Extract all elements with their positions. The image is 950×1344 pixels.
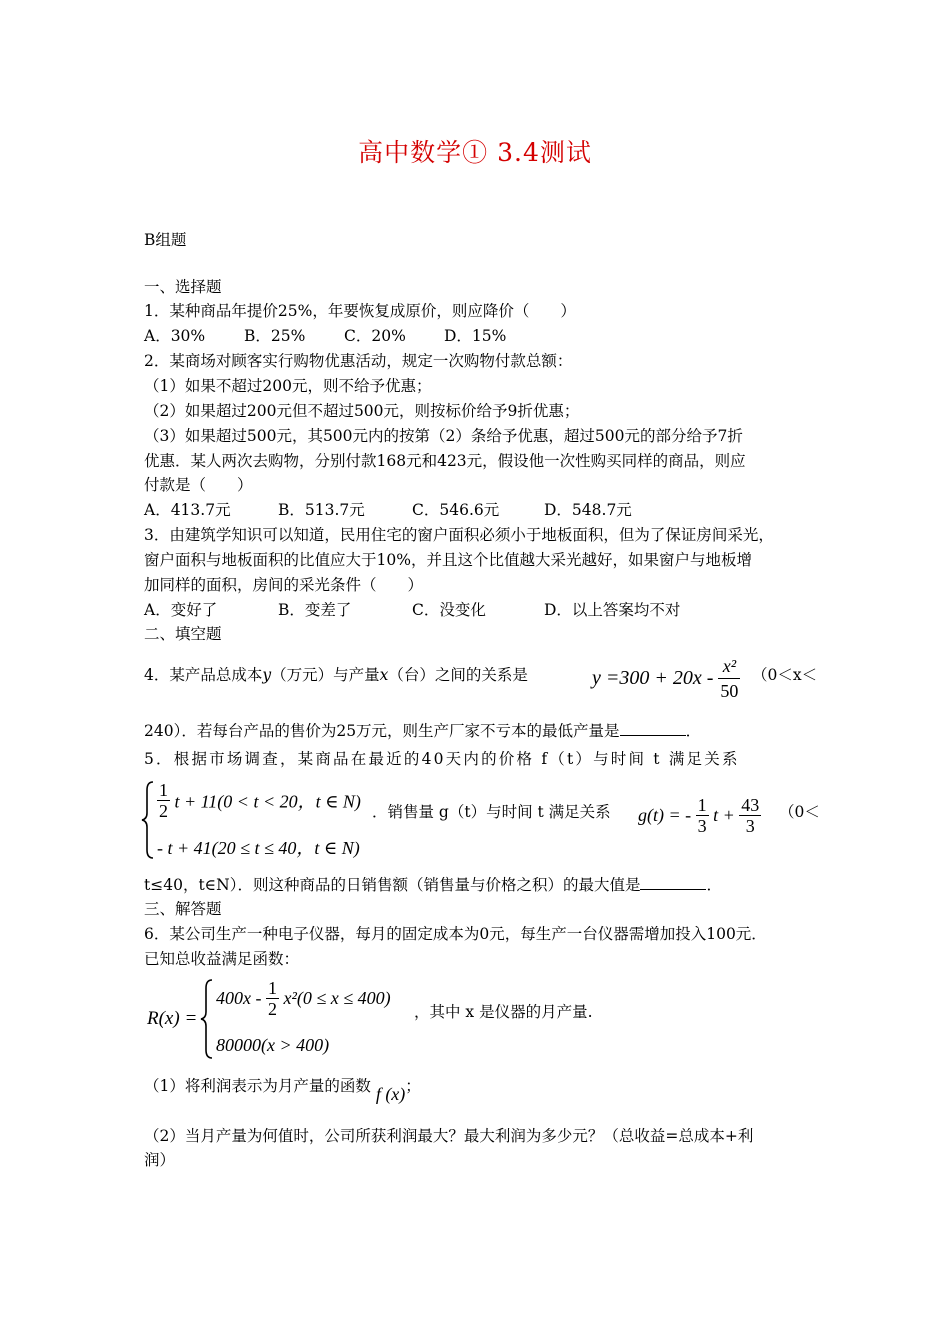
q4-formula-fraction bbox=[718, 654, 740, 703]
q3-line-1: 3．由建筑学知识可以知道，民用住宅的窗户面积必须小于地板面积，但为了保证房间采光， bbox=[144, 526, 774, 544]
q5-g-num-1: 1 bbox=[697, 795, 707, 815]
q6-brace-icon bbox=[200, 978, 214, 1060]
q2-condition-3c: 付款是（ ） bbox=[144, 476, 253, 494]
q5-mid: ．销售量 g（t）与时间 t 满足关系 bbox=[372, 803, 611, 821]
q3-line-2: 窗户面积与地板面积的比值应大于10%，并且这个比值越大采光越好，如果窗户与地板增 bbox=[144, 551, 752, 569]
q5-line-3 bbox=[144, 873, 722, 896]
q2-option-b: B．513.7元 bbox=[278, 501, 365, 519]
q6-case-2: 80000(x > 400) bbox=[216, 1035, 330, 1055]
q6-case-1 bbox=[216, 978, 391, 1019]
q1-option-a: A．30% bbox=[144, 327, 206, 345]
section-solve: 三、解答题 bbox=[144, 900, 222, 918]
q2-option-c: C．546.6元 bbox=[412, 501, 500, 519]
q1-option-b: B．25% bbox=[244, 327, 306, 345]
q5-g-fraction-1 bbox=[696, 795, 709, 836]
q5-case-1-den: 2 bbox=[159, 801, 168, 821]
q6-case-1-fraction bbox=[266, 978, 279, 1019]
q4-var-x: x bbox=[379, 666, 389, 684]
q5-g-lhs: g(t) = - bbox=[638, 805, 692, 825]
q4-pre: 4．某产品总成本 bbox=[144, 666, 263, 684]
q4-formula-den: 50 bbox=[720, 681, 739, 701]
q5-answer-blank[interactable] bbox=[640, 873, 706, 890]
q2-stem: 2．某商场对顾客实行购物优惠活动，规定一次购物付款总额： bbox=[144, 352, 573, 370]
q5-g-mid: t + bbox=[713, 805, 735, 825]
q6-part-1 bbox=[144, 1074, 421, 1104]
q4-line-2-text: 240）．若每台产品的售价为25万元，则生产厂家不亏本的最低产量是 bbox=[144, 722, 620, 740]
q2-condition-3b: 优惠．某人两次去购物，分别付款168元和423元，假设他一次性购买同样的商品，则应 bbox=[144, 452, 746, 470]
q2-option-a: A．413.7元 bbox=[144, 501, 231, 519]
q5-piecewise bbox=[141, 780, 381, 860]
q4-answer-blank[interactable] bbox=[620, 719, 686, 736]
q5-line-1: 5．根据市场调查，某商品在最近的40天内的价格 f（t）与时间 t 满足关系 bbox=[144, 750, 740, 768]
q6-part-2a: （2）当月产量为何值时，公司所获利润最大？最大利润为多少元？（总收益=总成本+利 bbox=[144, 1127, 754, 1145]
q5-case-1-num: 1 bbox=[159, 780, 168, 800]
q6-part-1-end: ； bbox=[405, 1077, 421, 1095]
q4-text bbox=[144, 664, 528, 686]
q5-case-1 bbox=[157, 780, 361, 821]
q5-end: ． bbox=[706, 876, 722, 894]
q3-option-a: A．变好了 bbox=[144, 601, 218, 619]
q6-note: ，其中 x 是仪器的月产量. bbox=[414, 1003, 593, 1021]
page-title: 高中数学① 3.4测试 bbox=[358, 138, 592, 167]
q5-line-3-text: t≤40，t∈N）．则这种商品的日销售额（销售量与价格之积）的最大值是 bbox=[144, 876, 641, 894]
q1-stem: 1．某种商品年提价25%，年要恢复成原价，则应降价（ ） bbox=[144, 302, 576, 320]
q6-part-2b: 润） bbox=[144, 1151, 176, 1169]
q1-option-d: D．15% bbox=[444, 327, 507, 345]
q4-end: ． bbox=[685, 722, 702, 740]
q2-options bbox=[144, 499, 794, 521]
q4-line-2 bbox=[144, 719, 701, 742]
q6-line-1: 6．某公司生产一种电子仪器，每月的固定成本为0元，每生产一台仪器需增加投入100元． bbox=[144, 925, 767, 943]
q4-unit-x: （台）之间的关系是 bbox=[388, 666, 528, 684]
q2-condition-3a: （3）如果超过500元，其500元内的按第（2）条给予优惠，超过500元的部分给予7折 bbox=[144, 427, 743, 445]
q3-options bbox=[144, 599, 794, 621]
q6-lhs: R(x) = bbox=[147, 1008, 198, 1029]
q5-case-1-fraction bbox=[157, 780, 170, 821]
q6-part-1-text: （1）将利润表示为月产量的函数 bbox=[144, 1077, 371, 1095]
q5-g-den-2: 3 bbox=[745, 816, 755, 836]
q6-part-1-f: f (x) bbox=[375, 1084, 406, 1104]
section-fill: 二、填空题 bbox=[144, 625, 222, 643]
q6-case-1-b: x²(0 ≤ x ≤ 400) bbox=[283, 988, 391, 1008]
q6-case-1-den: 2 bbox=[267, 999, 277, 1019]
q2-condition-2: （2）如果超过200元但不超过500元，则按标价给予9折优惠； bbox=[144, 402, 580, 420]
q4-formula-lhs: y =300 + 20x - bbox=[592, 667, 714, 689]
q3-option-b: B．变差了 bbox=[278, 601, 352, 619]
q4-formula bbox=[592, 654, 740, 704]
q5-g-formula bbox=[638, 795, 761, 836]
q3-line-3: 加同样的面积，房间的采光条件（ ） bbox=[144, 576, 424, 594]
q2-option-d: D．548.7元 bbox=[544, 501, 632, 519]
group-label: B组题 bbox=[144, 231, 187, 249]
q6-case-1-num: 1 bbox=[267, 978, 277, 998]
q1-option-c: C．20% bbox=[344, 327, 406, 345]
section-choice: 一、选择题 bbox=[144, 278, 222, 296]
q4-formula-num: x² bbox=[718, 654, 740, 679]
q5-g-num-2: 43 bbox=[741, 795, 760, 815]
q3-option-d: D．以上答案均不对 bbox=[544, 601, 681, 619]
q4-unit-y: （万元）与产量 bbox=[271, 666, 380, 684]
q3-option-c: C．没变化 bbox=[412, 601, 486, 619]
q6-piecewise bbox=[200, 978, 430, 1060]
q2-condition-1: （1）如果不超过200元，则不给予优惠； bbox=[144, 377, 432, 395]
q5-case-1-rest: t + 11(0 < t < 20，t ∈ N) bbox=[174, 791, 361, 812]
q5-brace-icon bbox=[141, 780, 155, 860]
q6-case-1-a: 400x - bbox=[216, 988, 262, 1008]
q1-options bbox=[144, 325, 794, 347]
q4-range: （0＜x＜ bbox=[752, 666, 818, 684]
q5-case-2: - t + 41(20 ≤ t ≤ 40，t ∈ N) bbox=[157, 838, 360, 858]
q5-g-fraction-2 bbox=[739, 795, 761, 836]
q4-var-y: y bbox=[262, 666, 272, 684]
q5-g-den-1: 3 bbox=[697, 816, 707, 836]
q5-range: （0＜ bbox=[779, 803, 820, 821]
q6-line-2: 已知总收益满足函数： bbox=[144, 950, 300, 968]
